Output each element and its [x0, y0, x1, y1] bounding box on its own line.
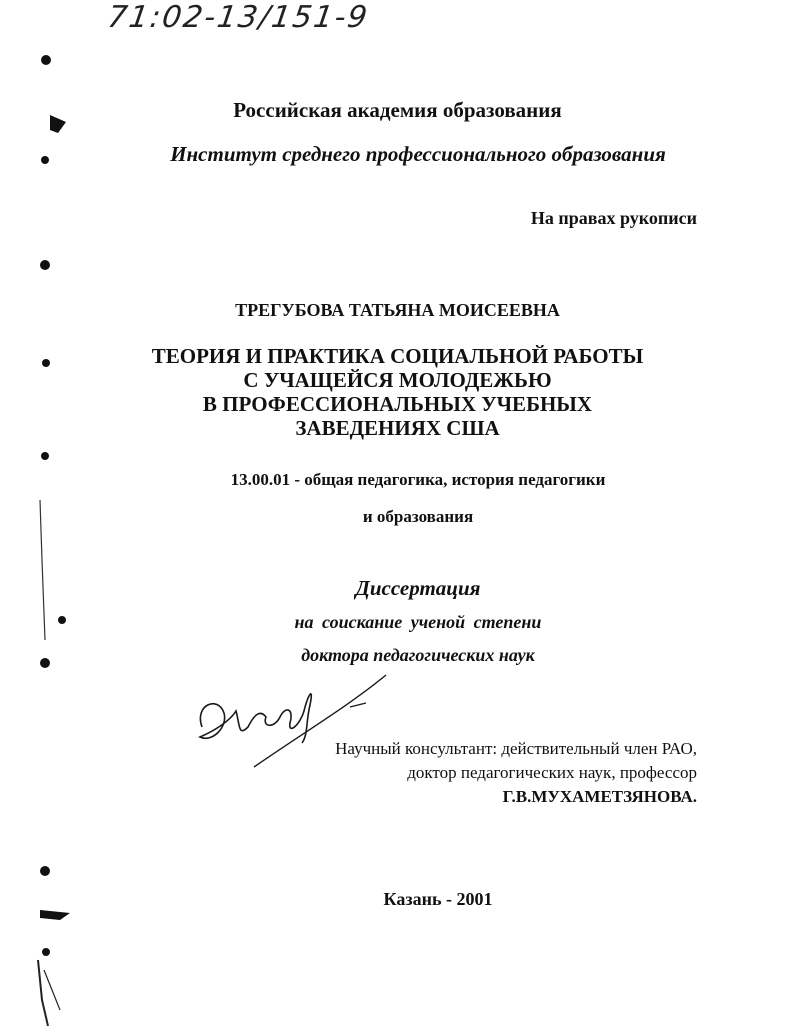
specialty-code: 13.00.01 - общая педагогика, история педагогики	[230, 470, 606, 489]
margin-line	[38, 960, 48, 1026]
binding-hole-mark	[40, 866, 50, 876]
margin-line	[44, 970, 60, 1010]
dissertation-title	[0, 344, 795, 440]
scientific-consultant	[277, 737, 697, 809]
title-line: В ПРОФЕССИОНАЛЬНЫХ УЧЕБНЫХ	[202, 392, 593, 416]
title-line: ЗАВЕДЕНИЯХ США	[295, 416, 500, 440]
document-type: Диссертация	[355, 576, 481, 600]
degree-line: на соискание ученой степени	[294, 612, 542, 632]
consultant-degree: доктор педагогических наук, профессор	[407, 763, 697, 782]
title-line: ТЕОРИЯ И ПРАКТИКА СОЦИАЛЬНОЙ РАБОТЫ	[151, 344, 644, 368]
organization-name: Российская академия образования	[233, 98, 562, 122]
binding-hole-mark	[40, 910, 70, 920]
binding-hole-mark	[41, 55, 51, 65]
institute-name: Институт среднего профессионального образования	[170, 142, 666, 166]
binding-hole-mark	[42, 948, 50, 956]
consultant-name: Г.В.МУХАМЕТЗЯНОВА.	[502, 787, 697, 806]
manuscript-rights-label: На правах рукописи	[530, 208, 697, 228]
specialty-continuation: и образования	[362, 507, 474, 526]
binding-hole-mark	[41, 452, 49, 460]
city-year: Казань - 2001	[383, 889, 493, 909]
author-name: ТРЕГУБОВА ТАТЬЯНА МОИСЕЕВНА	[235, 300, 560, 320]
degree-name: доктора педагогических наук	[301, 645, 535, 665]
binding-hole-mark	[40, 260, 50, 270]
title-line: С УЧАЩЕЙСЯ МОЛОДЕЖЬЮ	[243, 368, 552, 392]
archive-code-handwritten: 71:02-13/151-9	[105, 0, 372, 35]
consultant-title: Научный консультант: действительный член РАО,	[335, 739, 697, 758]
